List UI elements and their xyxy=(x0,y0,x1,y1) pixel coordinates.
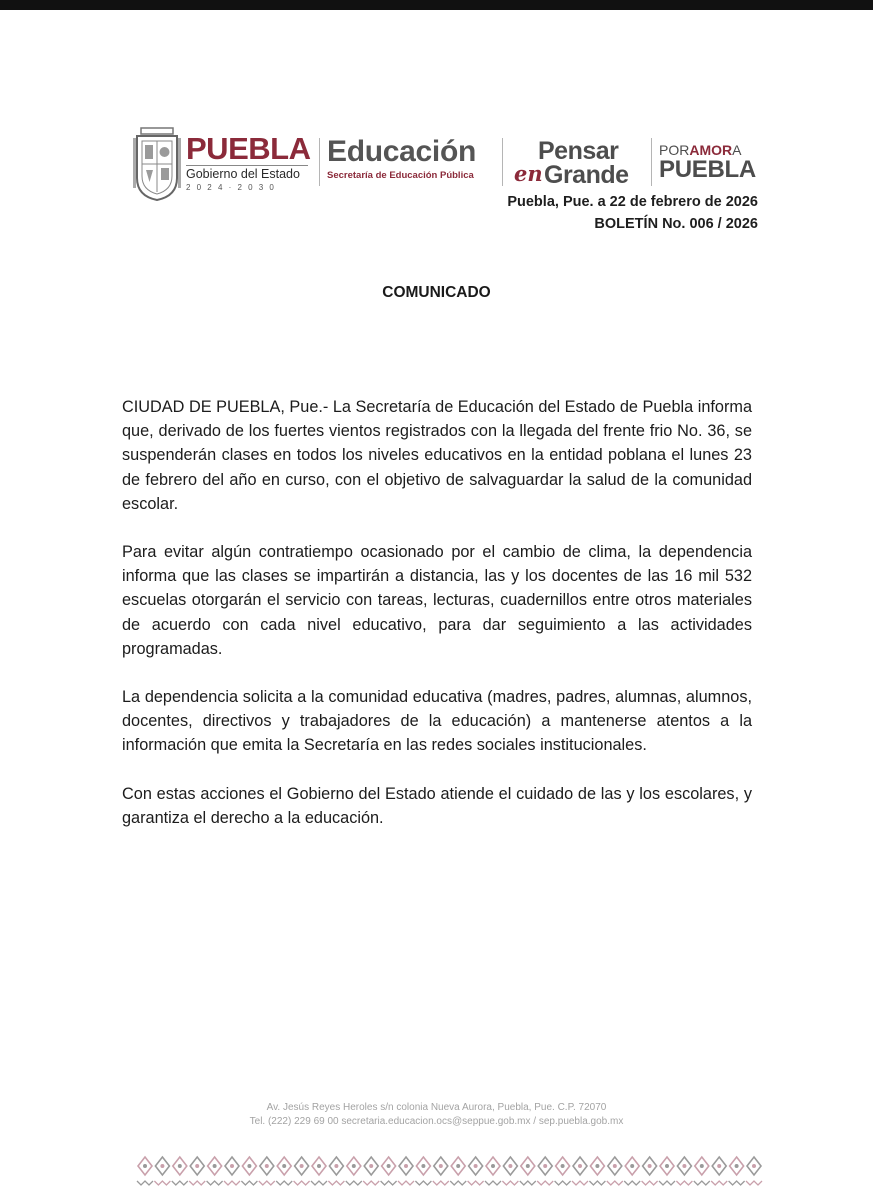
band-dot-motif xyxy=(491,1164,495,1168)
band-zigzag-motif xyxy=(485,1181,501,1185)
band-dot-motif xyxy=(578,1164,582,1168)
band-zigzag-motif xyxy=(189,1181,205,1185)
top-black-bar xyxy=(0,0,873,10)
gobierno-del-estado-label: Gobierno del Estado xyxy=(186,165,308,181)
document-title: COMUNICADO xyxy=(382,284,491,301)
band-dot-motif xyxy=(526,1164,530,1168)
band-dot-motif xyxy=(648,1164,652,1168)
band-zigzag-motif xyxy=(746,1181,762,1185)
secretaria-label: Secretaría de Educación Pública xyxy=(327,170,474,181)
decorative-pattern-band xyxy=(136,1151,765,1189)
educacion-logo xyxy=(327,136,497,181)
puebla-coat-of-arms-icon xyxy=(133,126,181,202)
band-dot-motif xyxy=(561,1164,565,1168)
body-paragraph: CIUDAD DE PUEBLA, Pue.- La Secretaría de Educación del Estado de Puebla informa que, derivado de los fuertes vientos registrados con la llegada del frente frio No. 36, se suspenderán clases en todos los niveles educativos en la entidad poblana el lunes 23 de febrero del año en curso, con el objetivo de salvaguardar la salud de la comunidad escolar. xyxy=(122,398,752,513)
band-zigzag-motif xyxy=(415,1181,431,1185)
band-zigzag-motif xyxy=(537,1181,553,1185)
band-zigzag-motif xyxy=(607,1181,623,1185)
band-dot-motif xyxy=(439,1164,443,1168)
band-dot-motif xyxy=(543,1164,547,1168)
band-zigzag-motif xyxy=(433,1181,449,1185)
band-dot-motif xyxy=(300,1164,304,1168)
document-body xyxy=(122,395,752,854)
por-amor-a-puebla-logo xyxy=(659,142,769,182)
band-dot-motif xyxy=(665,1164,669,1168)
band-zigzag-motif xyxy=(224,1181,240,1185)
band-zigzag-motif xyxy=(241,1181,257,1185)
band-dot-motif xyxy=(195,1164,199,1168)
band-dot-motif xyxy=(317,1164,321,1168)
band-dot-motif xyxy=(630,1164,634,1168)
band-dot-motif xyxy=(143,1164,147,1168)
band-zigzag-motif xyxy=(450,1181,466,1185)
footer-contact xyxy=(0,1101,873,1129)
band-zigzag-motif xyxy=(520,1181,536,1185)
band-zigzag-motif xyxy=(468,1181,484,1185)
band-zigzag-motif xyxy=(311,1181,327,1185)
band-zigzag-motif xyxy=(294,1181,310,1185)
band-dot-motif xyxy=(456,1164,460,1168)
band-dot-motif xyxy=(247,1164,251,1168)
footer-phone-web: Tel. (222) 229 69 00 secretaria.educacion.ocs@seppue.gob.mx / sep.puebla.gob.mx xyxy=(249,1116,624,1127)
grande-word: Grande xyxy=(544,161,629,189)
band-zigzag-motif xyxy=(276,1181,292,1185)
puebla-big-word: PUEBLA xyxy=(659,156,756,183)
amor-word: AMOR xyxy=(689,142,733,158)
band-zigzag-motif xyxy=(346,1181,362,1185)
en-word: en xyxy=(514,161,543,186)
band-zigzag-motif xyxy=(137,1181,153,1185)
band-zigzag-motif xyxy=(642,1181,658,1185)
band-dot-motif xyxy=(421,1164,425,1168)
band-zigzag-motif xyxy=(172,1181,188,1185)
body-paragraph: Con estas acciones el Gobierno del Estado atiende el cuidado de las y los escolares, y garantiza el derecho a la educación. xyxy=(122,784,752,827)
band-dot-motif xyxy=(752,1164,756,1168)
band-dot-motif xyxy=(595,1164,599,1168)
pensar-en-grande-logo xyxy=(510,138,645,188)
band-dot-motif xyxy=(334,1164,338,1168)
pensar-word: Pensar xyxy=(538,137,619,165)
band-dot-motif xyxy=(369,1164,373,1168)
band-dot-motif xyxy=(717,1164,721,1168)
band-dot-motif xyxy=(282,1164,286,1168)
band-dot-motif xyxy=(160,1164,164,1168)
band-zigzag-motif xyxy=(729,1181,745,1185)
band-zigzag-motif xyxy=(676,1181,692,1185)
band-dot-motif xyxy=(230,1164,234,1168)
band-zigzag-motif xyxy=(398,1181,414,1185)
band-dot-motif xyxy=(352,1164,356,1168)
por-word: POR xyxy=(659,142,690,158)
logo-divider xyxy=(319,138,320,186)
educacion-wordmark: Educación xyxy=(327,135,476,168)
place-date: Puebla, Pue. a 22 de febrero de 2026 xyxy=(507,194,758,210)
puebla-gobierno-logo xyxy=(186,131,314,192)
band-dot-motif xyxy=(387,1164,391,1168)
band-dot-motif xyxy=(682,1164,686,1168)
band-zigzag-motif xyxy=(154,1181,170,1185)
logo-divider xyxy=(651,138,652,186)
band-zigzag-motif xyxy=(572,1181,588,1185)
band-zigzag-motif xyxy=(363,1181,379,1185)
band-zigzag-motif xyxy=(555,1181,571,1185)
band-dot-motif xyxy=(735,1164,739,1168)
administration-years: 2024·2030 xyxy=(186,183,281,192)
a-word: A xyxy=(732,142,742,158)
bulletin-number: BOLETÍN No. 006 / 2026 xyxy=(594,216,758,232)
band-zigzag-motif xyxy=(207,1181,223,1185)
band-zigzag-motif xyxy=(328,1181,344,1185)
body-paragraph: Para evitar algún contratiempo ocasionado por el cambio de clima, la dependencia informa que las clases se impartirán a distancia, las y los docentes de las 16 mil 532 escuelas otorgarán el servicio con tareas, lecturas, cuadernillos entre otros materiales de acuerdo con cada nivel educativo, para dar seguimiento a las actividades programadas. xyxy=(122,543,752,658)
band-dot-motif xyxy=(178,1164,182,1168)
band-dot-motif xyxy=(474,1164,478,1168)
band-zigzag-motif xyxy=(589,1181,605,1185)
band-zigzag-motif xyxy=(381,1181,397,1185)
band-dot-motif xyxy=(508,1164,512,1168)
footer-address: Av. Jesús Reyes Heroles s/n colonia Nueva Aurora, Puebla, Pue. C.P. 72070 xyxy=(266,1102,607,1113)
band-dot-motif xyxy=(404,1164,408,1168)
puebla-wordmark: PUEBLA xyxy=(186,131,311,166)
band-zigzag-motif xyxy=(259,1181,275,1185)
body-paragraph: La dependencia solicita a la comunidad educativa (madres, padres, alumnas, alumnos, docentes, directivos y trabajadores de la educación) a mantenerse atentos a la información que emita la Secretaría en las redes sociales institucionales. xyxy=(122,688,752,755)
logo-divider xyxy=(502,138,503,186)
band-zigzag-motif xyxy=(624,1181,640,1185)
band-zigzag-motif xyxy=(502,1181,518,1185)
band-dot-motif xyxy=(213,1164,217,1168)
band-zigzag-motif xyxy=(694,1181,710,1185)
band-zigzag-motif xyxy=(659,1181,675,1185)
band-dot-motif xyxy=(265,1164,269,1168)
band-zigzag-motif xyxy=(711,1181,727,1185)
band-dot-motif xyxy=(613,1164,617,1168)
band-dot-motif xyxy=(700,1164,704,1168)
bulletin-meta xyxy=(507,191,758,235)
